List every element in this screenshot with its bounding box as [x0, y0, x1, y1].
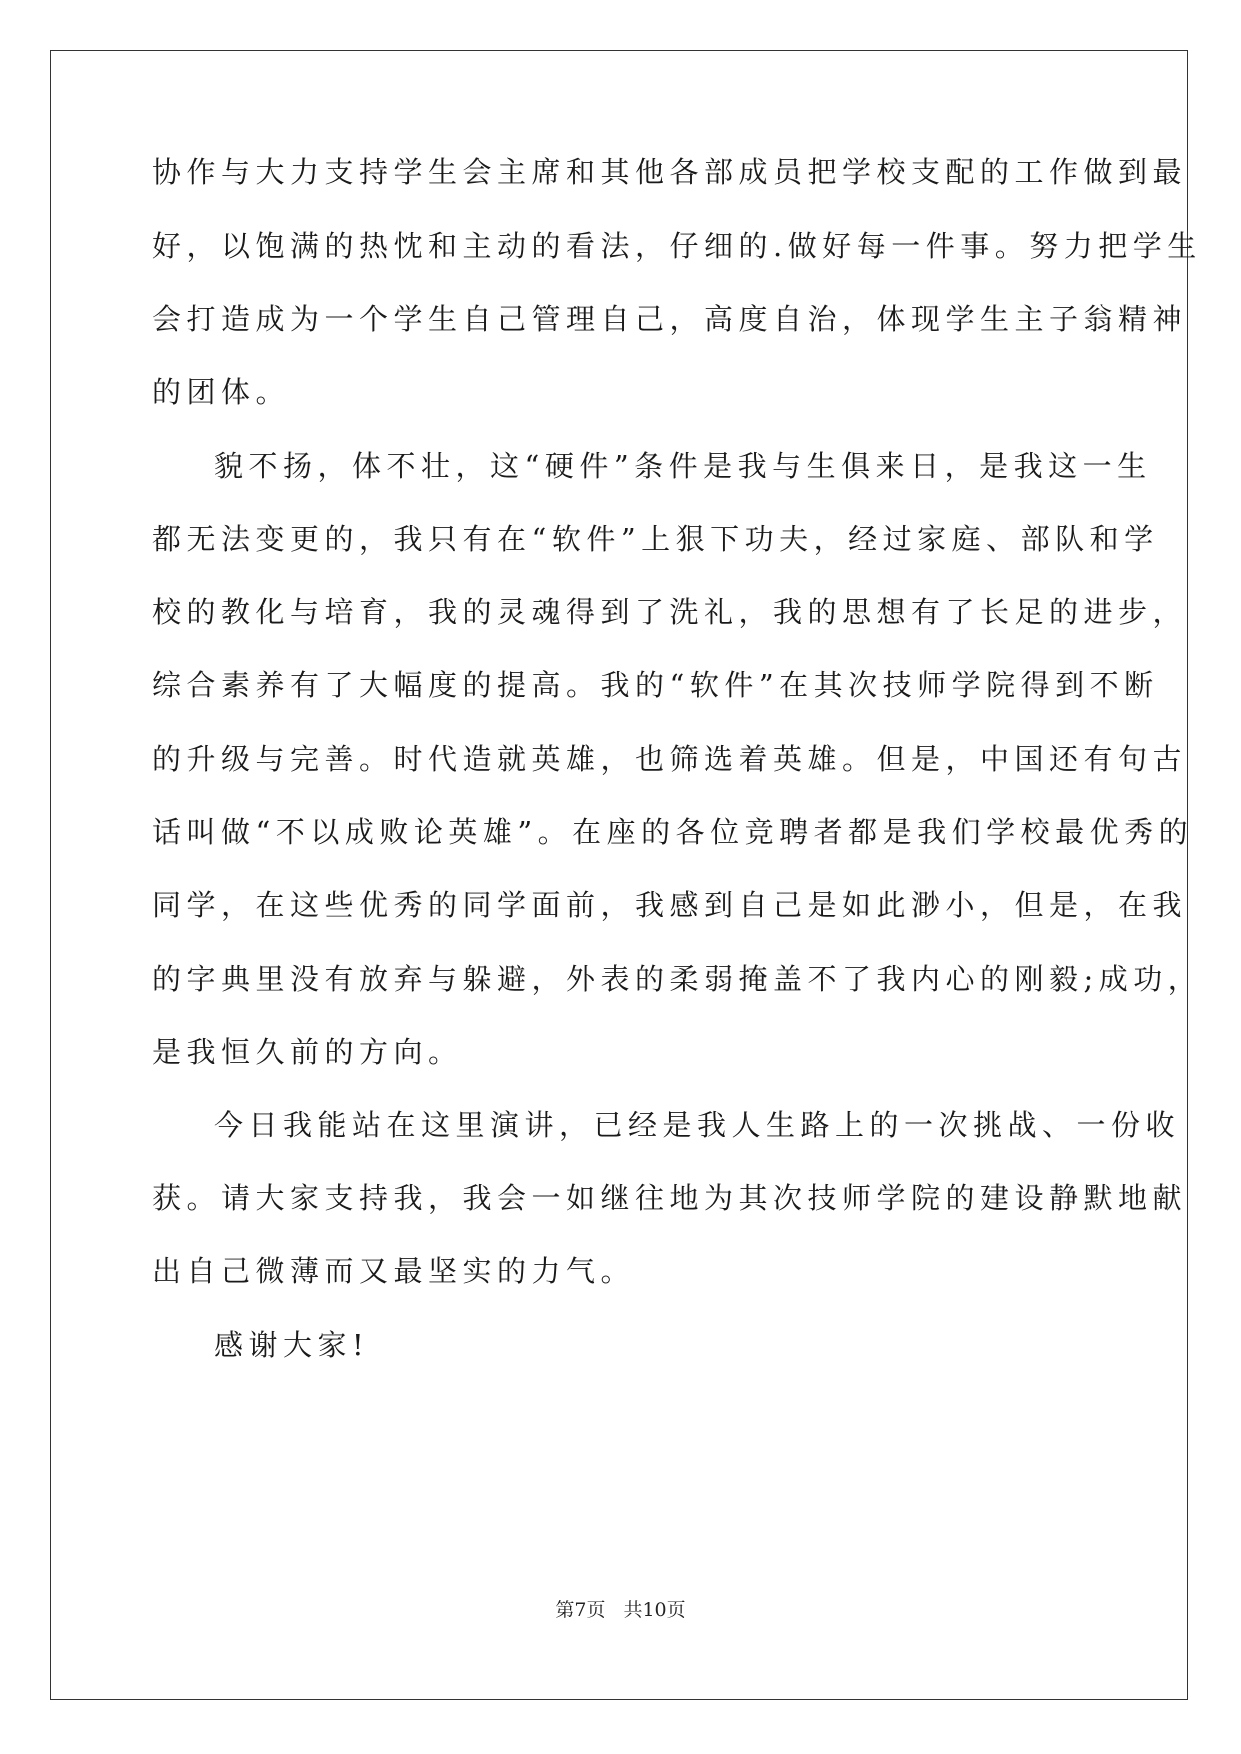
body-line-12: 的字典里没有放弃与躲避，外表的柔弱掩盖不了我内心的刚毅;成功， — [152, 962, 1203, 996]
body-line-2: 好，以饱满的热忱和主动的看法，仔细的.做好每一件事。努力把学生 — [152, 229, 1202, 263]
body-line-11: 同学，在这些优秀的同学面前，我感到自己是如此渺小，但是，在我 — [152, 888, 1188, 922]
body-line-1: 协作与大力支持学生会主席和其他各部成员把学校支配的工作做到最 — [152, 155, 1188, 189]
page-number: 第7页 — [555, 1599, 606, 1621]
body-line-9: 的升级与完善。时代造就英雄，也筛选着英雄。但是，中国还有句古 — [152, 742, 1188, 776]
page-total: 共10页 — [623, 1599, 686, 1621]
body-line-13: 是我恒久前的方向。 — [152, 1035, 463, 1069]
body-line-14: 今日我能站在这里演讲，已经是我人生路上的一次挑战、一份收 — [214, 1108, 1181, 1142]
page-border — [50, 50, 1188, 1700]
page-footer — [0, 1598, 1241, 1622]
body-line-17: 感谢大家! — [214, 1328, 370, 1362]
body-line-3: 会打造成为一个学生自己管理自己，高度自治，体现学生主子翁精神 — [152, 302, 1188, 336]
body-line-6: 都无法变更的，我只有在“软件”上狠下功夫，经过家庭、部队和学 — [152, 522, 1159, 556]
body-line-7: 校的教化与培育，我的灵魂得到了洗礼，我的思想有了长足的进步， — [152, 595, 1188, 629]
body-line-5: 貌不扬，体不壮，这“硬件”条件是我与生俱来日，是我这一生 — [214, 449, 1152, 483]
body-line-10: 话叫做“不以成败论英雄”。在座的各位竞聘者都是我们学校最优秀的 — [152, 815, 1194, 849]
body-line-8: 综合素养有了大幅度的提高。我的“软件”在其次技师学院得到不断 — [152, 668, 1159, 702]
body-line-15: 获。请大家支持我，我会一如继往地为其次技师学院的建设静默地献 — [152, 1181, 1188, 1215]
body-line-16: 出自己微薄而又最坚实的力气。 — [152, 1254, 636, 1288]
body-line-4: 的团体。 — [152, 375, 291, 409]
